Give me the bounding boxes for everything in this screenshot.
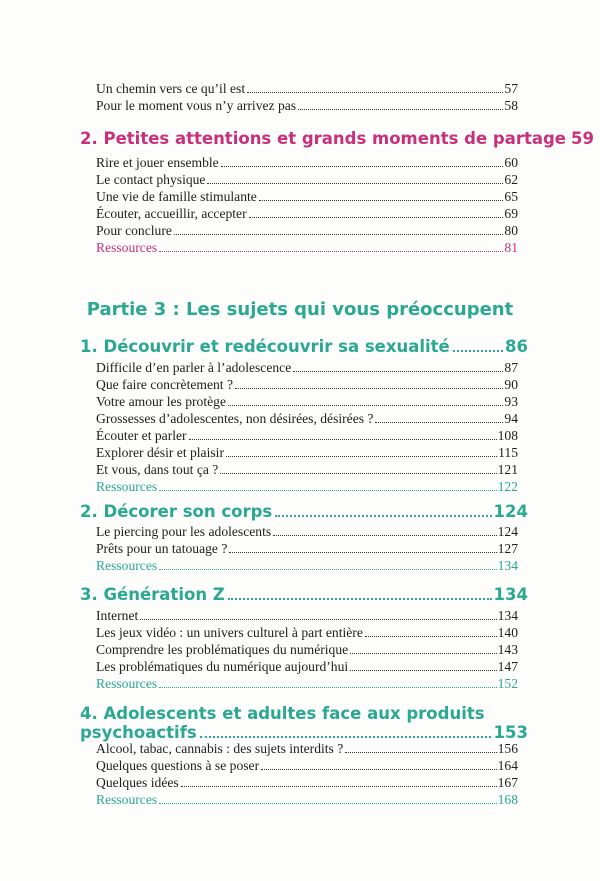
chapter-heading[interactable]: 4. Adolescents et adultes face aux produits psychoactifs 153 <box>80 704 528 742</box>
toc-entry[interactable]: Prêts pour un tatouage ? 127 <box>96 541 518 556</box>
chapter-heading[interactable]: 3. Génération Z 134 <box>80 585 528 604</box>
chapter-heading[interactable]: 2. Décorer son corps 124 <box>80 502 528 521</box>
toc-entry[interactable]: Écouter, accueillir, accepter 69 <box>96 206 518 221</box>
resources-entry[interactable]: Ressources 152 <box>96 676 518 691</box>
toc-entry[interactable]: Difficile d’en parler à l’adolescence 87 <box>96 360 518 375</box>
toc-entry[interactable]: Que faire concrètement ? 90 <box>96 377 518 392</box>
resources-entry[interactable]: Ressources 168 <box>96 792 518 807</box>
section-2-entries <box>96 154 518 256</box>
resources-entry[interactable]: Ressources 122 <box>96 479 518 494</box>
toc-entry[interactable]: Une vie de famille stimulante 65 <box>96 189 518 204</box>
toc-entry[interactable]: Pour le moment vous n’y arrivez pas 58 <box>96 98 518 113</box>
chapter-4-entries <box>96 740 518 808</box>
toc-entry[interactable]: Rire et jouer ensemble 60 <box>96 155 518 170</box>
toc-entry[interactable]: Les problématiques du numérique aujourd’hui 147 <box>96 659 518 674</box>
toc-entry[interactable]: Quelques idées 167 <box>96 775 518 790</box>
resources-entry[interactable]: Ressources 81 <box>96 240 518 255</box>
toc-entry[interactable]: Un chemin vers ce qu’il est 57 <box>96 81 518 96</box>
toc-entry[interactable]: Grossesses d’adolescentes, non désirées, désirées ? 94 <box>96 411 518 426</box>
part-3-title: Partie 3 : Les sujets qui vous préoccupent <box>86 299 514 320</box>
toc-entry[interactable]: Le piercing pour les adolescents 124 <box>96 524 518 539</box>
chapter-3-entries <box>96 607 518 692</box>
chapter-2-entries <box>96 523 518 574</box>
resources-entry[interactable]: Ressources 134 <box>96 558 518 573</box>
toc-entry[interactable]: Quelques questions à se poser 164 <box>96 758 518 773</box>
toc-entry[interactable]: Explorer désir et plaisir 115 <box>96 445 518 460</box>
toc-entry[interactable]: Votre amour les protège 93 <box>96 394 518 409</box>
toc-entry[interactable]: Écouter et parler 108 <box>96 428 518 443</box>
toc-entry[interactable]: Comprendre les problématiques du numérique 143 <box>96 642 518 657</box>
section-2-heading[interactable]: 2. Petites attentions et grands moments de partage 59 <box>80 129 594 148</box>
toc-entry[interactable]: Internet 134 <box>96 608 518 623</box>
toc-entry[interactable]: Le contact physique 62 <box>96 172 518 187</box>
chapter-1-entries <box>96 359 518 495</box>
toc-entry[interactable]: Les jeux vidéo : un univers culturel à part entière 140 <box>96 625 518 640</box>
toc-entry[interactable]: Et vous, dans tout ça ? 121 <box>96 462 518 477</box>
toc-entry[interactable]: Pour conclure 80 <box>96 223 518 238</box>
chapter-heading[interactable]: 1. Découvrir et redécouvrir sa sexualité 86 <box>80 337 528 356</box>
top-entries <box>96 80 518 114</box>
toc-entry[interactable]: Alcool, tabac, cannabis : des sujets interdits ? 156 <box>96 741 518 756</box>
